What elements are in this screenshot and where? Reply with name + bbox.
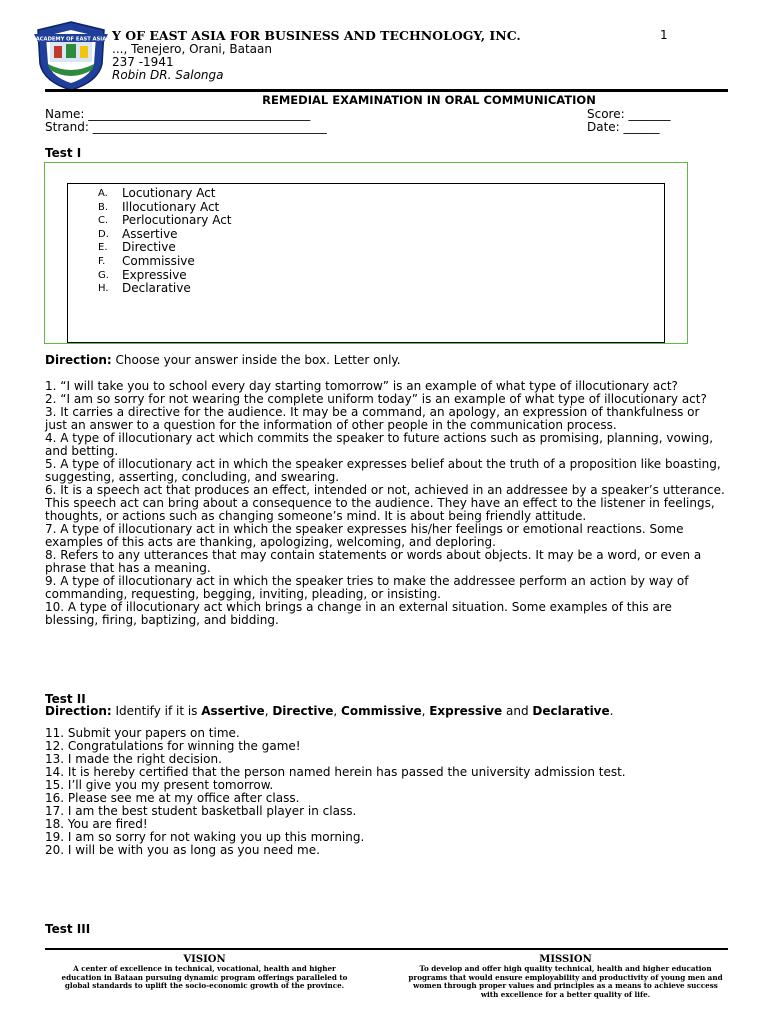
test1-heading: Test I xyxy=(45,146,82,160)
test2-item: 12. Congratulations for winning the game! xyxy=(45,739,301,753)
question-item: 4. A type of illocutionary act which commits the speaker to future actions such as promising, planning, vowing, and betting. xyxy=(45,431,714,458)
school-phone: 237 -1941 xyxy=(112,55,174,69)
question-item: 5. A type of illocutionary act in which the speaker expresses belief about the truth of a proposition like boasting, suggesting, asserting, concluding, and swearing. xyxy=(45,457,721,484)
question-item: 7. A type of illocutionary act in which the speaker expresses his/her feelings or emotional reactions. Some examples of this acts are thanking, apologizing, welcoming, and deploring. xyxy=(45,522,684,549)
vision-title: VISION xyxy=(183,954,226,965)
test2-item: 16. Please see me at my office after class. xyxy=(45,791,300,805)
vision-block xyxy=(52,954,357,991)
choices-list xyxy=(98,187,232,296)
test2-item: 11. Submit your papers on time. xyxy=(45,726,240,740)
name-field: Name: _____________________________________ xyxy=(45,107,311,121)
mission-text: To develop and offer high quality technical, health and higher education programs that would ensure employability and productivity of young men and women through proper values and principles as a means to achieve success with excellence for a better quality of life. xyxy=(408,964,723,999)
header-rule xyxy=(45,89,728,92)
mission-title: MISSION xyxy=(539,954,592,965)
choice-item: B. Illocutionary Act xyxy=(98,199,220,214)
test2-item: 18. You are fired! xyxy=(45,817,148,831)
score-field: Score: _______ xyxy=(587,107,671,121)
question-item: 6. It is a speech act that produces an effect, intended or not, achieved in an addressee by a speaker’s utterance. This speech act can bring about a consequence to the audience. They have an effect to the listener in feelings, thoughts, or actions such as changing someone’s mind. It is about being friendly attitude. xyxy=(45,483,725,523)
school-address: ..., Tenejero, Orani, Bataan xyxy=(112,42,272,56)
mission-block xyxy=(408,954,723,999)
test2-item: 14. It is hereby certified that the person named herein has passed the university admission test. xyxy=(45,765,626,779)
school-person: Robin DR. Salonga xyxy=(112,68,224,82)
test3-heading: Test III xyxy=(45,922,91,936)
test1-direction: Direction: Choose your answer inside the box. Letter only. xyxy=(45,353,401,367)
choice-item: G. Expressive xyxy=(98,267,187,282)
question-item: 3. It carries a directive for the audience. It may be a command, an apology, an expression of thankfulness or just an answer to a question for the information of other people in the communication process. xyxy=(45,405,700,432)
school-logo xyxy=(32,20,110,92)
test1-questions xyxy=(45,380,725,627)
choice-item: D. Assertive xyxy=(98,226,178,241)
test2-item: 15. I’ll give you my present tomorrow. xyxy=(45,778,274,792)
school-name: Y OF EAST ASIA FOR BUSINESS AND TECHNOLOGY, INC. xyxy=(112,28,521,43)
question-item: 9. A type of illocutionary act in which the speaker tries to make the addressee perform an action by way of commanding, requesting, begging, inviting, pleading, or insisting. xyxy=(45,574,689,601)
choice-item: A. Locutionary Act xyxy=(98,186,216,200)
choice-item: F. Commissive xyxy=(98,253,195,268)
page-number: 1 xyxy=(660,28,668,42)
test2-item: 20. I will be with you as long as you need me. xyxy=(45,843,320,857)
test2-direction: Direction: Identify if it is Assertive, Directive, Commissive, Expressive and Declarative. xyxy=(45,704,614,718)
choice-item: E. Directive xyxy=(98,240,176,255)
exam-title: REMEDIAL EXAMINATION IN ORAL COMMUNICATION xyxy=(262,93,596,107)
question-item: 1. “I will take you to school every day starting tomorrow” is an example of what type of illocutionary act? xyxy=(45,379,678,393)
choice-item: H. Declarative xyxy=(98,281,191,296)
footer-rule xyxy=(45,948,728,950)
strand-field: Strand: _______________________________________ xyxy=(45,120,327,134)
vision-text: A center of excellence in technical, vocational, health and higher education in Bataan pursuing dynamic program offerings paralleled to global standards to uplift the socio-economic growth of the province. xyxy=(61,964,348,990)
test2-heading: Test II xyxy=(45,692,86,706)
question-item: 10. A type of illocutionary act which brings a change in an external situation. Some examples of this are blessing, firing, baptizing, and bidding. xyxy=(45,600,672,627)
test2-item: 13. I made the right decision. xyxy=(45,752,222,766)
question-item: 2. “I am so sorry for not wearing the complete uniform today” is an example of what type of illocutionary act? xyxy=(45,392,707,406)
question-item: 8. Refers to any utterances that may contain statements or words about objects. It may be a word, or even a phrase that has a meaning. xyxy=(45,548,702,575)
test2-item: 19. I am so sorry for not waking you up this morning. xyxy=(45,830,365,844)
choice-item: C. Perlocutionary Act xyxy=(98,213,232,228)
date-field: Date: ______ xyxy=(587,120,660,134)
test2-item: 17. I am the best student basketball player in class. xyxy=(45,804,357,818)
test2-items xyxy=(45,727,725,857)
svg-text:ACADEMY OF EAST ASIA: ACADEMY OF EAST ASIA xyxy=(35,36,107,43)
